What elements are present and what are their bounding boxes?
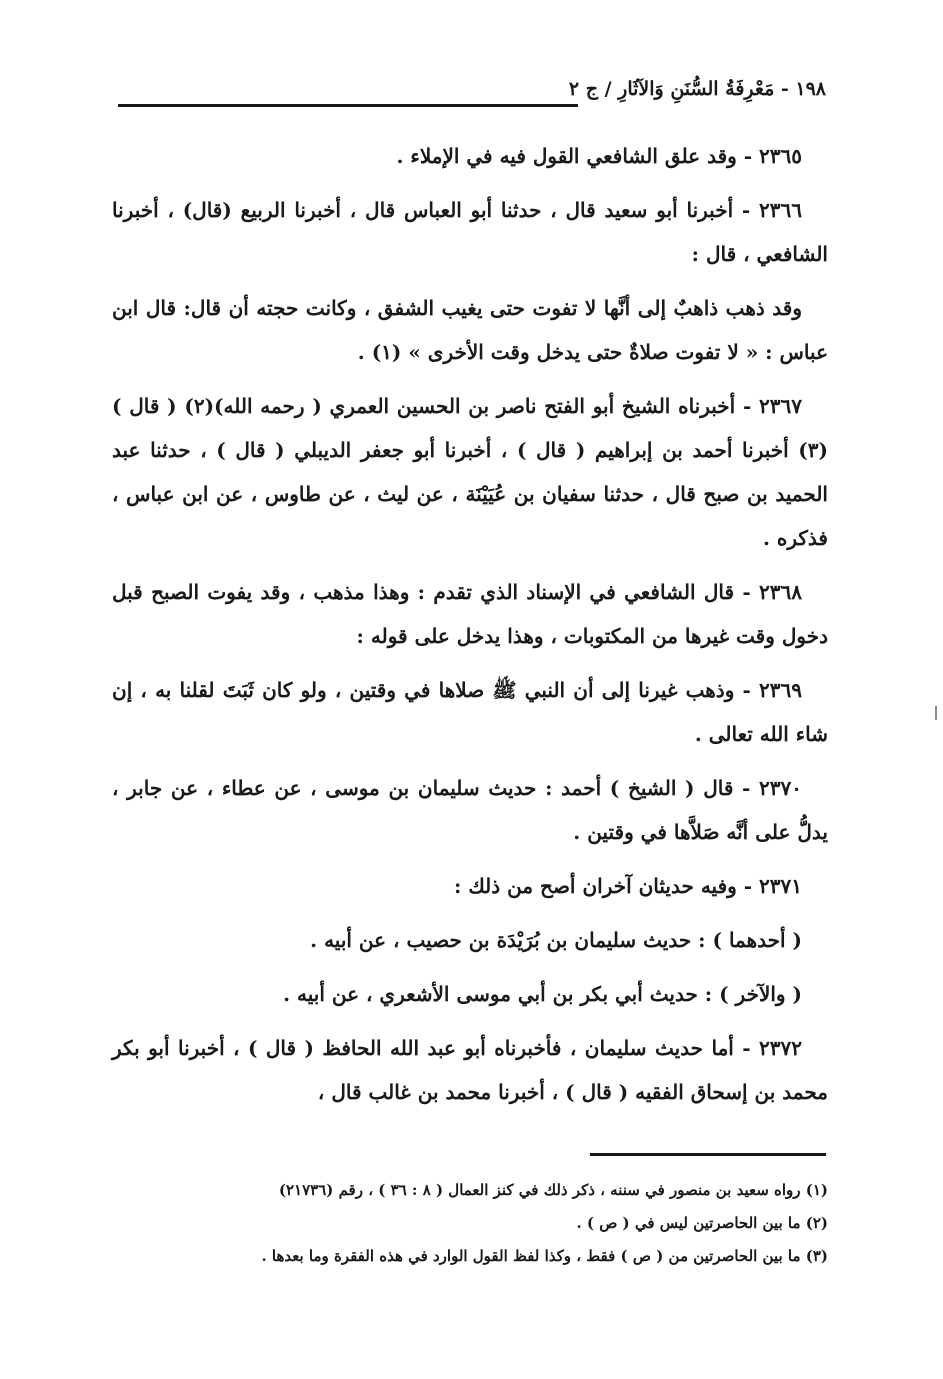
footnote-2: (٢) ما بين الحاصرتين ليس في ( ص ) . [576, 1214, 828, 1232]
footnote-1: (١) رواه سعيد بن منصور في سننه ، ذكر ذلك في كنز العمال ( ٨ : ٣٦ ) ، رقم (٢١٧٣٦) [278, 1181, 828, 1199]
paragraph-2372: ٢٣٧٢ - أما حديث سليمان ، فأخبرناه أبو عبد الله الحافظ ( قال ) ، أخبرنا أبو بكر محمد بن إسحاق الفقيه ( قال ) ، أخبرنا محمد بن غالب قال ، [112, 1036, 828, 1104]
running-header: ١٩٨ - مَعْرِفَةُ السُّنَنِ وَالآثَارِ / ج ٢ [568, 78, 826, 100]
footnotes [118, 1174, 828, 1273]
scan-edge-mark [935, 706, 937, 720]
paragraph-2369: ٢٣٦٩ - وذهب غيرنا إلى أن النبي ﷺ صلاها في وقتين ، ولو كان ثَبَتَ لقلنا به ، إن شاء الله تعالى . [112, 678, 828, 746]
paragraph-2365: ٢٣٦٥ - وقد علق الشافعي القول فيه في الإملاء . [396, 144, 802, 168]
paragraph-2367: ٢٣٦٧ - أخبرناه الشيخ أبو الفتح ناصر بن الحسين العمري ( رحمه الله)(٢) ( قال ) (٣) أخبرنا أحمد بن إبراهيم ( قال ) ، أخبرنا أبو جعفر الديبلي ( قال ) ، حدثنا عبد الحميد بن صبح قال ، حدثنا سفيان بن عُيَيْنَة ، عن ليث ، عن طاوس ، عن ابن عباس ، فذكره . [112, 394, 828, 550]
paragraph-shafii-quote: وقد ذهب ذاهبٌ إلى أنَّها لا تفوت حتى يغيب الشفق ، وكانت حجته أن قال: قال ابن عباس : « لا تفوت صلاةٌ حتى يدخل وقت الأخرى » (١) . [112, 296, 828, 364]
paragraph-second-hadith: ( والآخر ) : حديث أبي بكر بن أبي موسى الأشعري ، عن أبيه . [283, 982, 802, 1006]
paragraph-2371: ٢٣٧١ - وفيه حديثان آخران أصح من ذلك : [453, 874, 802, 898]
header-rule [118, 104, 578, 107]
footnote-3: (٣) ما بين الحاصرتين من ( ص ) فقط ، وكذا لفظ القول الوارد في هذه الفقرة وما بعدها . [261, 1247, 828, 1265]
main-text [112, 134, 828, 1124]
paragraph-2370: ٢٣٧٠ - قال ( الشيخ ) أحمد : حديث سليمان بن موسى ، عن عطاء ، عن جابر ، يدلُّ على أنَّه صَلاَّها في وقتين . [112, 776, 828, 844]
paragraph-first-hadith: ( أحدهما ) : حديث سليمان بن بُرَيْدَة بن حصيب ، عن أبيه . [310, 928, 802, 952]
paragraph-2368: ٢٣٦٨ - قال الشافعي في الإسناد الذي تقدم : وهذا مذهب ، وقد يفوت الصبح قبل دخول وقت غيرها من المكتوبات ، وهذا يدخل على قوله : [112, 580, 828, 648]
paragraph-2366: ٢٣٦٦ - أخبرنا أبو سعيد قال ، حدثنا أبو العباس قال ، أخبرنا الربيع (قال) ، أخبرنا الشافعي ، قال : [112, 198, 828, 266]
footnote-rule [590, 1153, 826, 1156]
